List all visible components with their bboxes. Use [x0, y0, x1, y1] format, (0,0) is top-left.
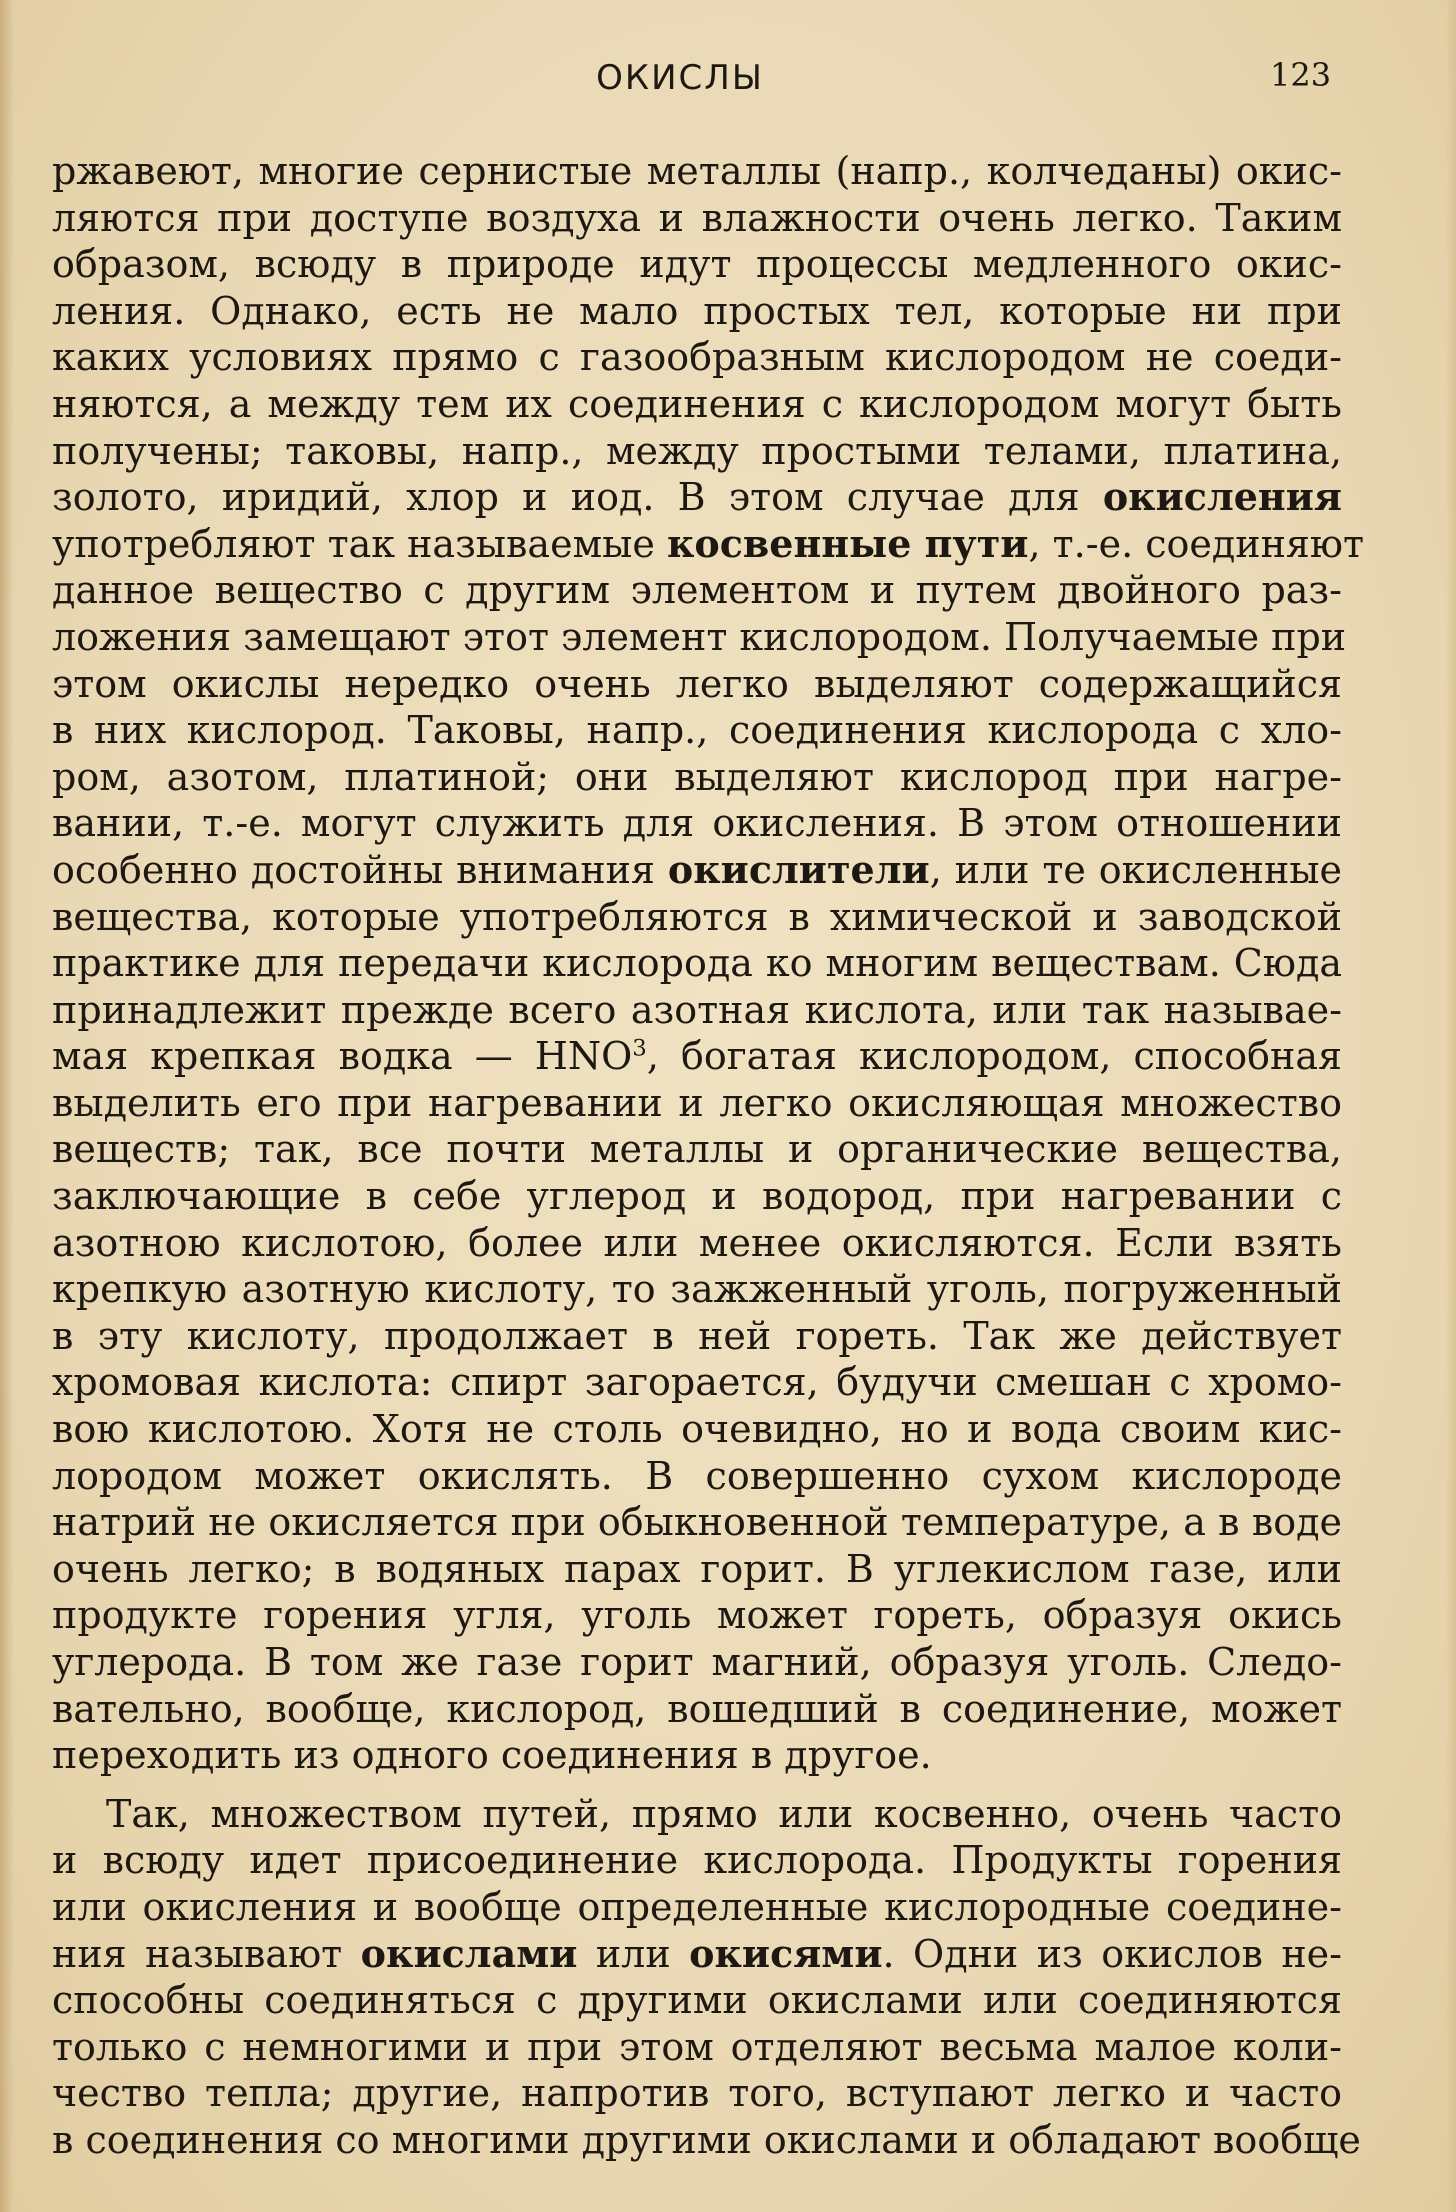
text-run: , богатая кислородом, способная: [646, 1034, 1342, 1079]
text-run: мая крепкая водка — HNO: [52, 1034, 633, 1079]
text-line: [52, 847, 1342, 894]
paragraph-2: [52, 1791, 1361, 2164]
text-run: , т.-е. соединяют: [1028, 521, 1365, 566]
text-line: принадлежит прежде всего азотная кислота, или так называе-: [52, 987, 1342, 1032]
text-line: Так, множеством путей, прямо или косвенно, очень часто: [106, 1791, 1342, 1836]
text-line: ложения замещают этот элемент кислородом. Получаемые при: [52, 614, 1347, 659]
text-line: няются, а между тем их соединения с кислородом могут быть: [52, 381, 1342, 426]
running-head-title: ОКИСЛЫ: [596, 58, 764, 98]
text-line: вании, т.-е. могут служить для окисления. В этом отношении: [52, 801, 1342, 846]
text-line: натрий не окисляется при обыкновенной температуре, а в воде: [52, 1500, 1342, 1545]
text-line: [52, 520, 1365, 568]
text-line: вою кислотою. Хотя не столь очевидно, но и вода своим кис-: [52, 1407, 1342, 1452]
text-line: продукте горения угля, уголь может гореть, образуя окись: [52, 1593, 1342, 1638]
superscript: 3: [632, 1035, 647, 1062]
text-run: употребляют так называемые: [52, 521, 655, 566]
text-line: заключающие в себе углерод и водород, при нагревании с: [52, 1174, 1342, 1219]
text-line: данное вещество с другим элементом и путем двойного раз-: [52, 568, 1342, 613]
page-number: 123: [1270, 56, 1332, 94]
text-line: получены; таковы, напр., между простыми телами, платина,: [52, 428, 1342, 473]
text-line: крепкую азотную кислоту, то зажженный уголь, погруженный: [52, 1267, 1342, 1312]
text-line: ржавеют, многие сернистые металлы (напр., колчеданы) окис-: [52, 149, 1342, 193]
text-run: или: [595, 1931, 671, 1976]
text-run: . Одни из окислов не-: [882, 1931, 1342, 1976]
text-line: только с немногими и при этом отделяют весьма малое коли-: [52, 2024, 1342, 2069]
text-line: лородом может окислять. В совершенно сухом кислороде: [52, 1453, 1342, 1498]
text-line: вательно, вообще, кислород, вошедший в соединение, может: [52, 1686, 1342, 1731]
text-line: веществ; так, все почти металлы и органические вещества,: [52, 1127, 1342, 1172]
text-line: углерода. В том же газе горит магний, образуя уголь. Следо-: [52, 1640, 1342, 1684]
text-line: в эту кислоту, продолжает в ней гореть. Так же действует: [52, 1313, 1342, 1358]
text-line: ления. Однако, есть не мало простых тел, которые ни при: [52, 288, 1342, 333]
text-line: практике для передачи кислорода ко многим веществам. Сюда: [52, 941, 1342, 986]
text-line: в соединения со многими другими окислами и обладают вообще: [52, 2117, 1361, 2162]
text-line: в них кислород. Таковы, напр., соединения кислорода с хло-: [52, 708, 1342, 753]
text-line: [52, 474, 1342, 521]
text-line: этом окислы нередко очень легко выделяют содержащийся: [52, 661, 1342, 706]
text-run: , или те окисленные: [929, 847, 1343, 892]
body-text: [52, 148, 1365, 2164]
text-line: образом, всюду в природе идут процессы медленного окис-: [52, 242, 1342, 287]
text-line: [52, 1033, 1342, 1080]
bold-term-okislami: окислами: [360, 1930, 578, 1976]
bold-term-okisliteli: окислители: [667, 846, 930, 892]
text-line: способны соединяться с другими окислами или соединяются: [52, 1978, 1342, 2023]
text-line: хромовая кислота: спирт загорается, будучи смешан с хромо-: [52, 1360, 1342, 1405]
text-line: вещества, которые употребляются в химической и заводской: [52, 894, 1342, 939]
text-line: азотною кислотою, более или менее окисляются. Если взять: [52, 1220, 1342, 1265]
text-line: ляются при доступе воздуха и влажности очень легко. Таким: [52, 195, 1342, 240]
text-line: каких условиях прямо с газообразным кислородом не соеди-: [52, 335, 1342, 380]
bold-term-kosvennye-puti: косвенные пути: [666, 520, 1029, 566]
text-line: [52, 1931, 1342, 1978]
paragraph-1: [52, 148, 1365, 1779]
text-line: чество тепла; другие, напротив того, вступают легко и часто: [52, 2071, 1342, 2116]
bold-term-okisiami: окисями: [689, 1930, 883, 1976]
text-line: ром, азотом, платиной; они выделяют кислород при нагре-: [52, 754, 1342, 799]
text-line: очень легко; в водяных парах горит. В углекислом газе, или: [52, 1546, 1342, 1591]
text-run: особенно достойны внимания: [52, 847, 655, 892]
paragraph-spacer: [52, 1779, 1342, 1791]
text-run: золото, иридий, хлор и иод. В этом случае для: [52, 475, 1080, 520]
text-line: или окисления и вообще определенные кислородные соедине-: [52, 1884, 1342, 1929]
text-line: переходить из одного соединения в другое.: [52, 1733, 932, 1778]
text-line: и всюду идет присоединение кислорода. Продукты горения: [52, 1838, 1342, 1883]
text-line: выделить его при нагревании и легко окисляющая множество: [52, 1080, 1342, 1125]
text-run: ния называют: [52, 1931, 343, 1976]
bold-term-okislenia: окисления: [1102, 474, 1342, 520]
